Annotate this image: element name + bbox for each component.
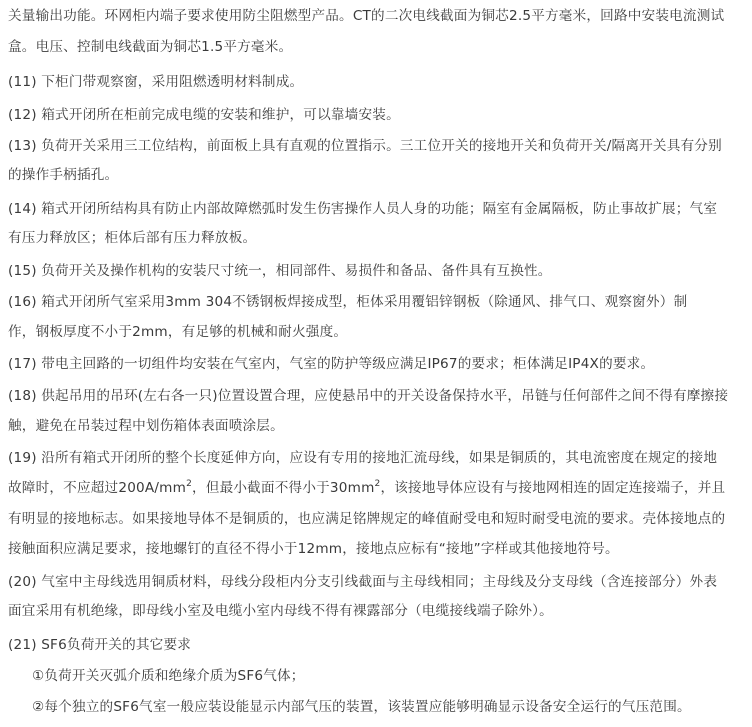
text-segment: 故障时，不应超过200A/mm [8,480,187,496]
text-line: (12) 箱式开闭所在柜前完成电缆的安装和维护，可以靠墙安装。 [8,107,400,123]
text-line: (15) 负荷开关及操作机构的安装尺寸统一，相同部件、易损件和备品、备件具有互换性。 [8,263,552,279]
text-line: (16) 箱式开闭所气室采用3mm 304不锈钢板焊接成型，柜体采用覆铝锌钢板（除通风、排气口、观察窗外）制 [8,294,688,310]
superscript: 2 [374,479,381,489]
text-line: (13) 负荷开关采用三工位结构，前面板上具有直观的位置指示。三工位开关的接地开关和负荷开关/隔离开关具有分别 [8,138,722,154]
text-line: 有明显的接地标志。如果接地导体不是铜质的，也应满足铭牌规定的峰值耐受电和短时耐受电流的要求。壳体接地点的 [8,511,726,527]
text-line: ②每个独立的SF6气室一般应装设能显示内部气压的装置，该装置应能够明确显示设备安全运行的气压范围。 [32,699,691,715]
text-segment: ，但最小截面不得小于30mm [192,480,375,496]
text-line: (21) SF6负荷开关的其它要求 [8,637,192,653]
text-line: 有压力释放区；柜体后部有压力释放板。 [8,230,257,246]
text-line: 盒。电压、控制电线截面为铜芯1.5平方毫米。 [8,39,293,55]
text-line: ①负荷开关灭弧介质和绝缘介质为SF6气体； [32,668,305,684]
text-line: (18) 供起吊用的吊环(左右各一只)位置设置合理，应使悬吊中的开关设备保持水平，吊链与任何部件之间不得有摩擦接 [8,388,729,404]
text-line: 作，钢板厚度不小于2mm，有足够的机械和耐火强度。 [8,324,348,340]
text-line: 关量输出功能。环网柜内端子要求使用防尘阻燃型产品。CT的二次电线截面为铜芯2.5平方毫米，回路中安装电流测试 [8,8,725,24]
text-line: (11) 下柜门带观察窗，采用阻燃透明材料制成。 [8,74,304,90]
text-line [8,478,725,498]
text-segment: ，该接地导体应设有与接地网相连的固定连接端子，并且 [380,480,726,496]
text-line: (14) 箱式开闭所结构具有防止内部故障燃弧时发生伤害操作人员人身的功能；隔室有金属隔板，防止事故扩展；气室 [8,201,718,217]
text-line: (19) 沿所有箱式开闭所的整个长度延伸方向，应设有专用的接地汇流母线，如果是铜质的，其电流密度在规定的接地 [8,450,718,466]
text-line: 接触面积应满足要求，接地螺钉的直径不得小于12mm，接地点应标有“接地”字样或其他接地符号。 [8,541,619,557]
text-line: 触，避免在吊装过程中划伤箱体表面喷涂层。 [8,418,284,434]
superscript: 2 [186,479,192,489]
text-line: (20) 气室中主母线选用铜质材料，母线分段柜内分支引线截面与主母线相同；主母线及分支母线（含连接部分）外表 [8,574,718,590]
text-line: 面宜采用有机绝缘，即母线小室及电缆小室内母线不得有裸露部分（电缆接线端子除外）。 [8,603,553,619]
text-line: (17) 带电主回路的一切组件均安装在气室内，气室的防护等级应满足IP67的要求；柜体满足IP4X的要求。 [8,356,655,372]
text-line: 的操作手柄插孔。 [8,167,119,183]
